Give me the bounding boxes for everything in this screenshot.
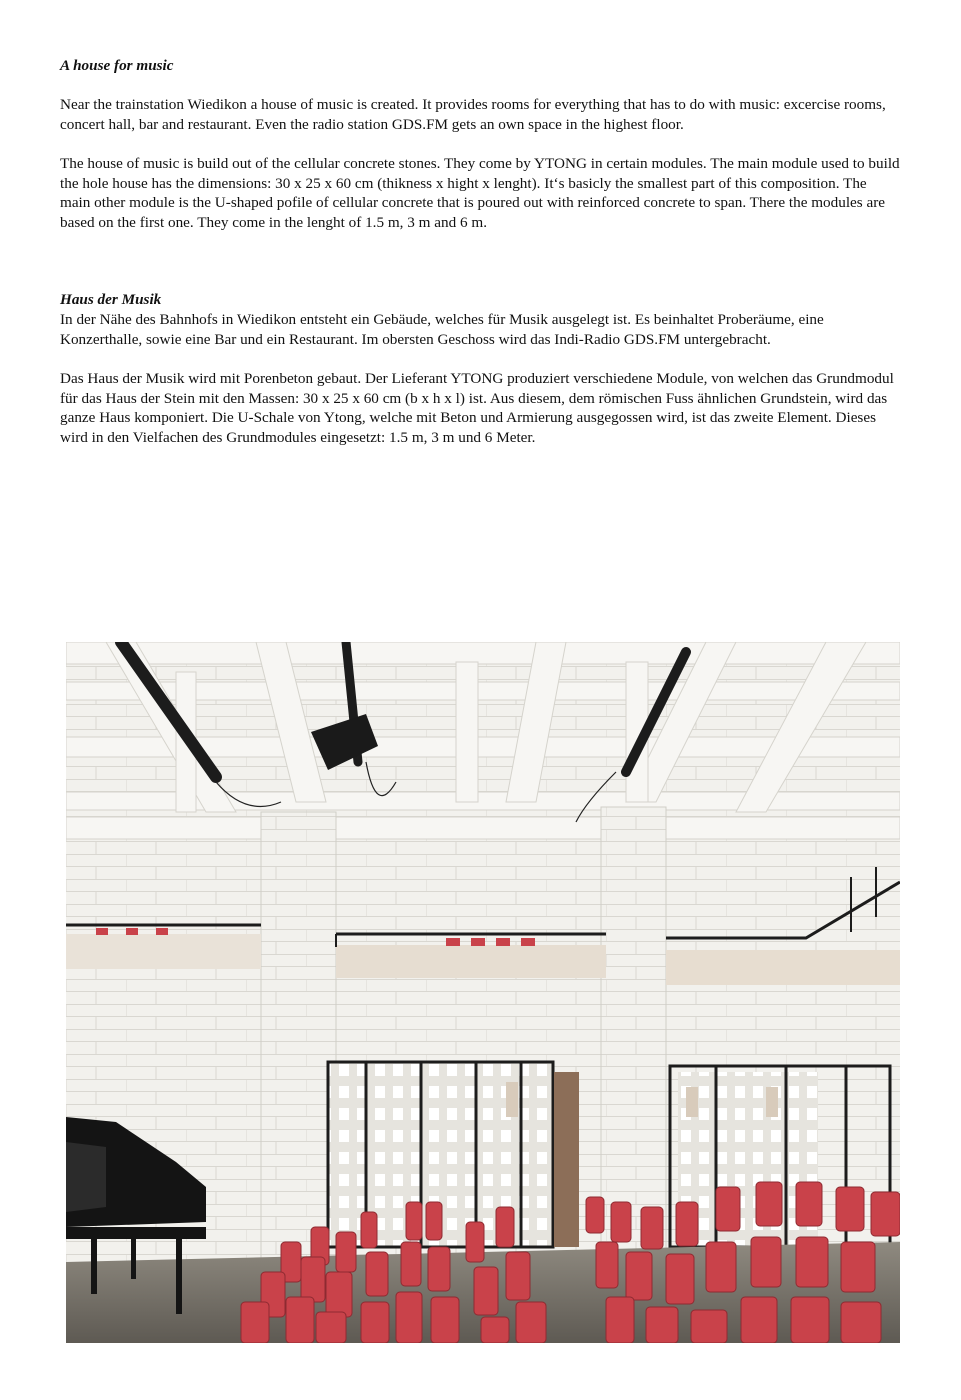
german-paragraph-2-text: Das Haus der Musik wird mit Porenbeton gebaut. Der Lieferant YTONG produziert verschiedene Module, von welchen das Grundmodul für das Haus der Stein mit den Massen: 30 x 25 x 60 cm (b x h x l) ist. Aus diesem, dem römischen Fuss ähnlichen Grundstein, wird das ganze Haus komponiert. Die U-Schale von Ytong, welche mit Beton und Armierung ausgegossen wird, ist das zweite Element. Dieses wird in den Vielfachen des Grundmodules eingesetzt: 1.5 m, 3 m und 6 Meter. [60, 370, 894, 446]
english-paragraph-2 [60, 154, 900, 232]
german-paragraph-2 [60, 369, 900, 447]
english-paragraph-2-text: The house of music is build out of the cellular concrete stones. They come by YTONG in certain modules. The main module used to build the hole house has the dimensions: 30 x 25 x 60 cm (thikness x hight x lenght). It‘s basicly the smallest part of this composition. The main other module is the U-shaped pofile of cellular concrete that is poured out with reinforced concrete to span. There the modules are based on the first one. They come in the lenght of 1.5 m, 3 m and 6 m. [60, 155, 900, 231]
english-heading: A house for music [60, 57, 174, 74]
english-paragraph-1 [60, 95, 900, 134]
english-paragraph-1-text: Near the trainstation Wiedikon a house of music is created. It provides rooms for everything that has to do with music: excercise rooms, concert hall, bar and restaurant. Even the radio station GDS.FM gets an own space in the highest floor. [60, 96, 886, 133]
german-paragraph-1 [60, 310, 900, 349]
concert-hall-illustration [66, 642, 900, 1343]
right-pillar [601, 807, 666, 1262]
left-pillar [261, 812, 336, 1262]
german-heading: Haus der Musik [60, 291, 162, 308]
concert-hall-photo [66, 642, 900, 1343]
german-paragraph-1-text: In der Nähe des Bahnhofs in Wiedikon entsteht ein Gebäude, welches für Musik ausgelegt ist. Es beinhaltet Proberäume, eine Konzerthalle, sowie eine Bar und ein Restaurant. Im obersten Geschoss wird das Indi-Radio GDS.FM untergebracht. [60, 311, 824, 348]
